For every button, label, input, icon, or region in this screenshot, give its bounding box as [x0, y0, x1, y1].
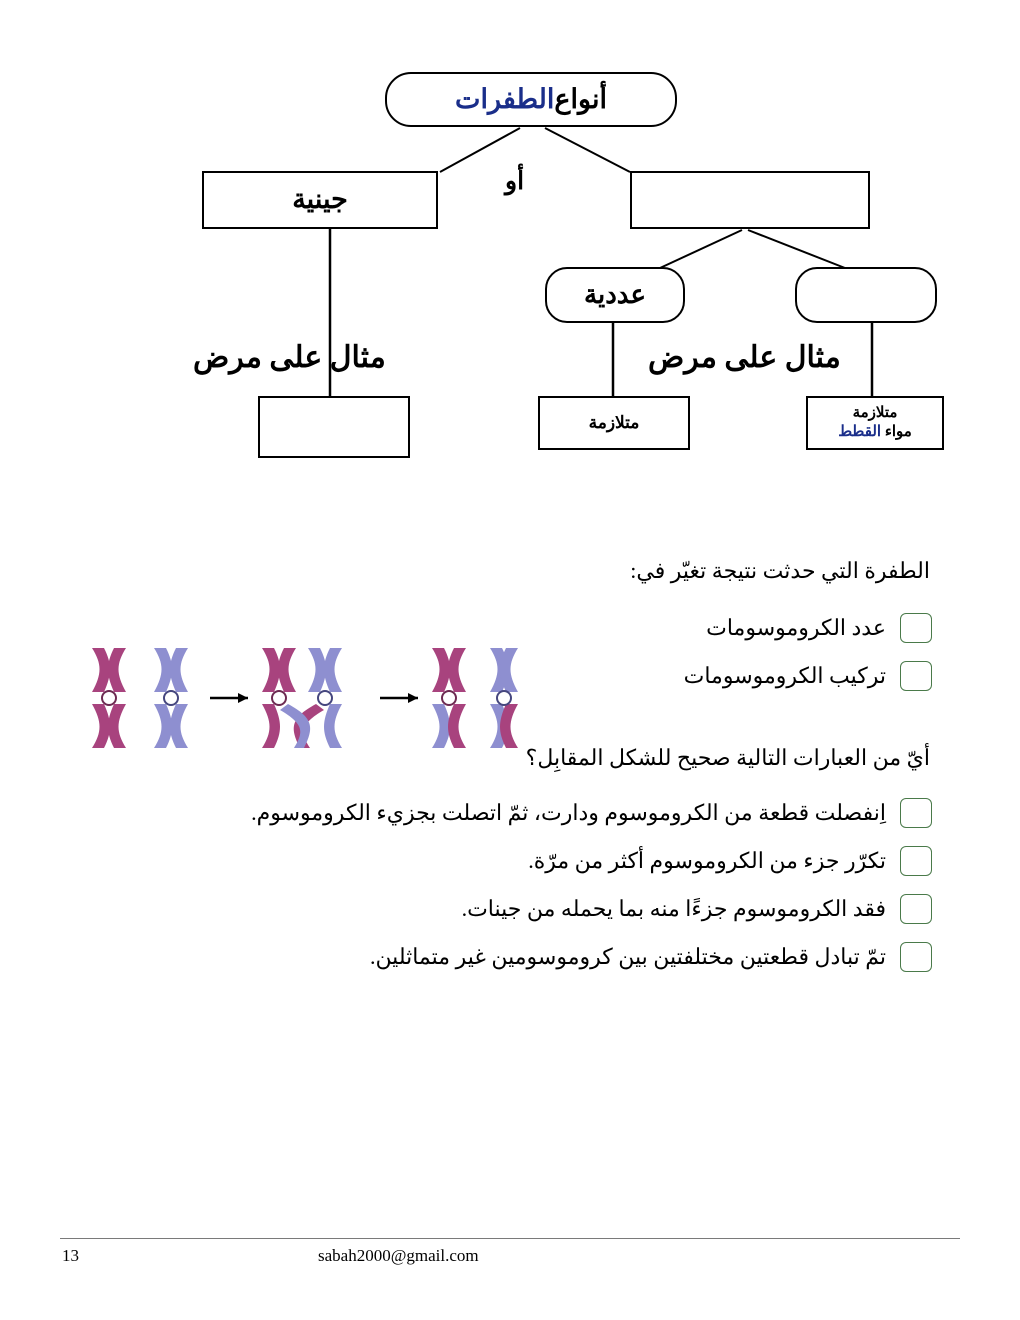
node-structural-mutation-blank[interactable] — [795, 267, 937, 323]
label-or: أو — [505, 168, 525, 195]
footer-divider — [60, 1238, 960, 1239]
checkbox-icon[interactable] — [900, 798, 932, 828]
page-number: 13 — [62, 1246, 79, 1265]
checkbox-icon[interactable] — [900, 661, 932, 691]
mutation-types-diagram — [0, 0, 1020, 500]
label-disease-example-left: مثال على مرض — [193, 341, 386, 374]
node-disease-structural — [806, 396, 944, 450]
question-1-prompt: الطفرة التي حدثت نتيجة تغيّر في: — [630, 558, 930, 583]
option-label: اِنفصلت قطعة من الكروموسوم ودارت، ثمّ اتصلت بجزيء الكروموسوم. — [251, 800, 886, 825]
node-chromosomal-mutation-blank[interactable] — [630, 171, 870, 229]
question-2-option-4[interactable] — [370, 942, 932, 972]
question-2-option-2[interactable] — [528, 846, 932, 876]
node-disease-genic-blank[interactable] — [258, 396, 410, 458]
node-root-highlight: الطفرات — [455, 83, 555, 114]
arrow-right-icon-1 — [210, 693, 248, 703]
disease-structural-line2-prefix: مواء — [881, 423, 912, 440]
option-label: تمّ تبادل قطعتين مختلفتين بين كروموسومين غير متماثلين. — [369, 944, 886, 969]
option-label: عدد الكروموسومات — [706, 615, 886, 640]
node-mutation-types — [385, 72, 677, 127]
question-1-option-1[interactable] — [706, 613, 932, 643]
option-label: فقد الكروموسوم جزءًا منه بما يحمله من جينات. — [461, 896, 886, 921]
chromosome-crossover-svg — [60, 630, 530, 790]
disease-structural-line1: متلازمة — [852, 405, 898, 422]
checkbox-icon[interactable] — [900, 846, 932, 876]
label-disease-example-right: مثال على مرض — [648, 341, 841, 374]
question-2-option-3[interactable] — [462, 894, 932, 924]
option-label: تركيب الكروموسومات — [683, 663, 886, 688]
question-1-option-2[interactable] — [684, 661, 932, 691]
node-disease-numeric: متلازمة — [538, 396, 690, 450]
node-root-prefix: أنواع — [554, 83, 607, 114]
footer-email: sabah2000@gmail.com — [318, 1246, 479, 1265]
checkbox-icon[interactable] — [900, 894, 932, 924]
node-genic-mutation: جينية — [202, 171, 438, 229]
checkbox-icon[interactable] — [900, 942, 932, 972]
question-2-prompt: أيّ من العبارات التالية صحيح للشكل المقابِل؟ — [525, 745, 930, 770]
checkbox-icon[interactable] — [900, 613, 932, 643]
disease-structural-line2 — [838, 424, 912, 441]
node-numeric-mutation: عددية — [545, 267, 685, 323]
option-label: تكرّر جزء من الكروموسوم أكثر من مرّة. — [528, 848, 886, 873]
chromosome-crossover-figure — [60, 630, 530, 790]
arrow-right-icon-2 — [380, 693, 418, 703]
question-2-option-1[interactable] — [251, 798, 932, 828]
disease-structural-line2-highlight: القطط — [838, 423, 882, 440]
